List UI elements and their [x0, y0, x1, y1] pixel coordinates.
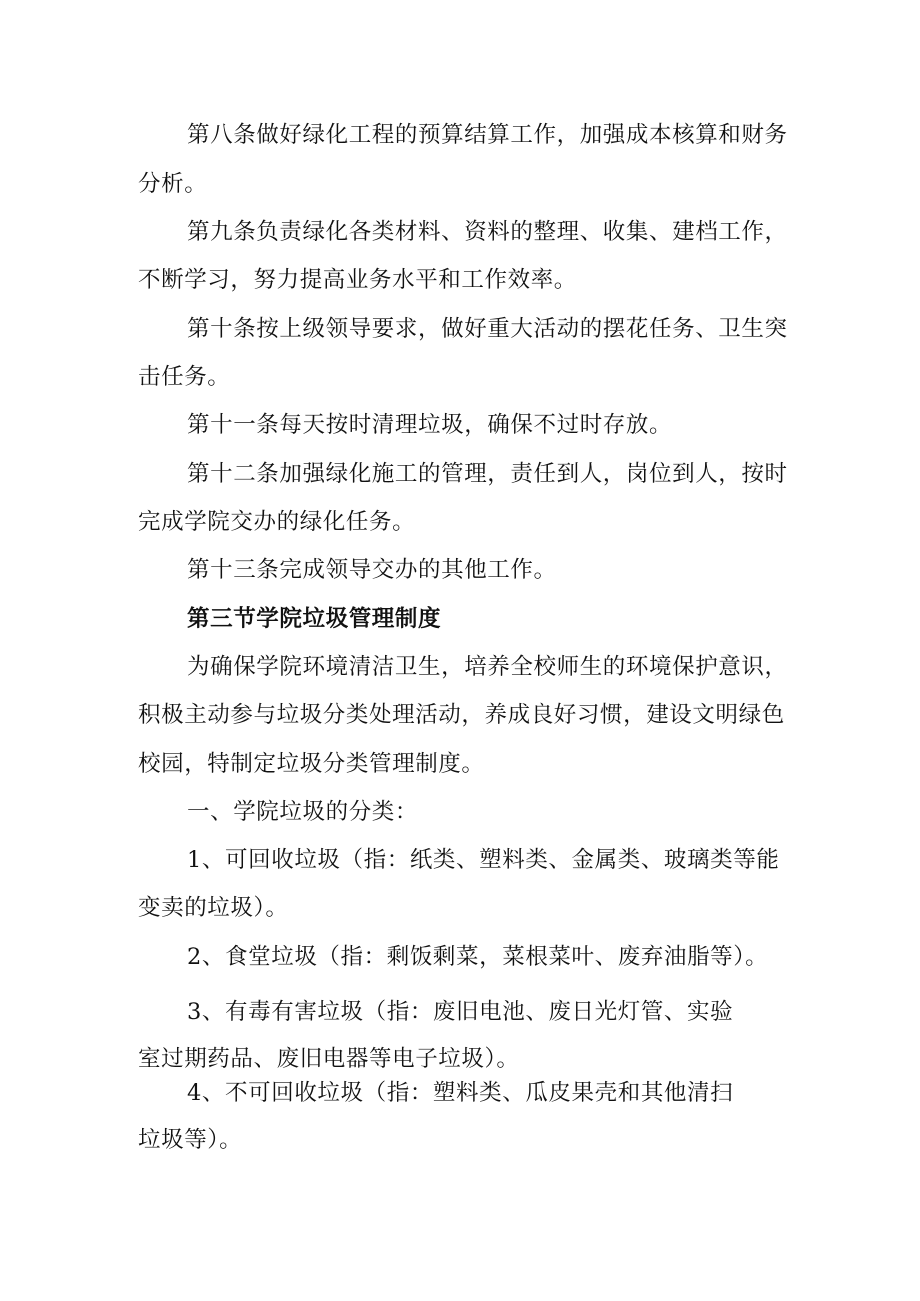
- intro-line-3: 校园，特制定垃圾分类管理制度。: [138, 751, 485, 777]
- article-12-line-1: 第十二条加强绿化施工的管理，责任到人，岗位到人，按时: [187, 461, 788, 487]
- classification-heading: 一、学院垃圾的分类：: [187, 799, 419, 825]
- item-3-line-1: 3、有毒有害垃圾（指：废旧电池、废日光灯管、实验: [187, 999, 734, 1025]
- intro-line-1: 为确保学院环境清洁卫生，培养全校师生的环境保护意识，: [187, 654, 788, 680]
- item-1-line-2: 变卖的垃圾）。: [138, 895, 289, 921]
- article-8-line-2: 分析。: [138, 171, 208, 197]
- article-8-line-1: 第八条做好绿化工程的预算结算工作，加强成本核算和财务: [187, 122, 788, 148]
- item-4-line-2: 垃圾等）。: [138, 1127, 243, 1153]
- article-9-line-2: 不断学习，努力提高业务水平和工作效率。: [138, 267, 577, 293]
- intro-line-2: 积极主动参与垃圾分类处理活动，养成良好习惯，建设文明绿色: [138, 702, 785, 728]
- section-heading: 第三节学院垃圾管理制度: [187, 606, 442, 632]
- article-9-line-1: 第九条负责绿化各类材料、资料的整理、收集、建档工作，: [187, 219, 788, 245]
- article-10-line-2: 击任务。: [138, 364, 231, 390]
- article-10-line-1: 第十条按上级领导要求，做好重大活动的摆花任务、卫生突: [187, 316, 788, 342]
- article-12-line-2: 完成学院交办的绿化任务。: [138, 509, 416, 535]
- item-4-line-1: 4、不可回收垃圾（指：塑料类、瓜皮果壳和其他清扫: [187, 1080, 734, 1106]
- item-2-line: 2、食堂垃圾（指：剩饭剩菜，菜根菜叶、废弃油脂等）。: [187, 944, 769, 970]
- article-11-line: 第十一条每天按时清理垃圾，确保不过时存放。: [187, 412, 673, 438]
- article-13-line: 第十三条完成领导交办的其他工作。: [187, 557, 557, 583]
- item-1-line-1: 1、可回收垃圾（指：纸类、塑料类、金属类、玻璃类等能: [187, 847, 780, 873]
- item-3-line-2: 室过期药品、废旧电器等电子垃圾）。: [138, 1046, 520, 1072]
